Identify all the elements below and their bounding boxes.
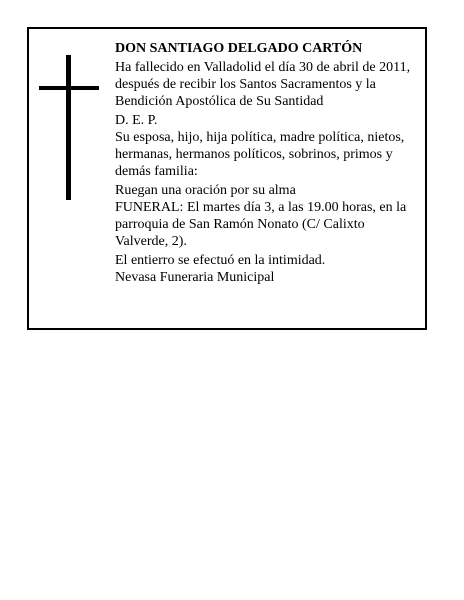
cross-horizontal-bar [39, 86, 99, 90]
obituary-notice [27, 27, 427, 330]
deceased-name: DON SANTIAGO DELGADO CARTÓN [115, 41, 363, 56]
family-list: Su esposa, hijo, hija política, madre política, nietos, hermanas, hermanos políticos, sobrinos, primos y demás familia: [115, 130, 405, 179]
death-announcement: Ha fallecido en Valladolid el día 30 de abril de 2011, después de recibir los Santos Sacramentos y la Bendición Apostólica de Su Santidad [115, 60, 411, 109]
funeral-details: FUNERAL: El martes día 3, a las 19.00 horas, en la parroquia de San Ramón Nonato (C/ Calixto Valverde, 2). [115, 200, 407, 249]
cross-vertical-bar [66, 55, 71, 200]
prayer-request: Ruegan una oración por su alma [115, 183, 296, 198]
burial-note: El entierro se efectuó en la intimidad. [115, 253, 326, 268]
cross-icon [39, 55, 99, 200]
notice-text [115, 40, 420, 286]
rip-line: D. E. P. [115, 113, 158, 128]
funeral-home: Nevasa Funeraria Municipal [115, 270, 275, 285]
